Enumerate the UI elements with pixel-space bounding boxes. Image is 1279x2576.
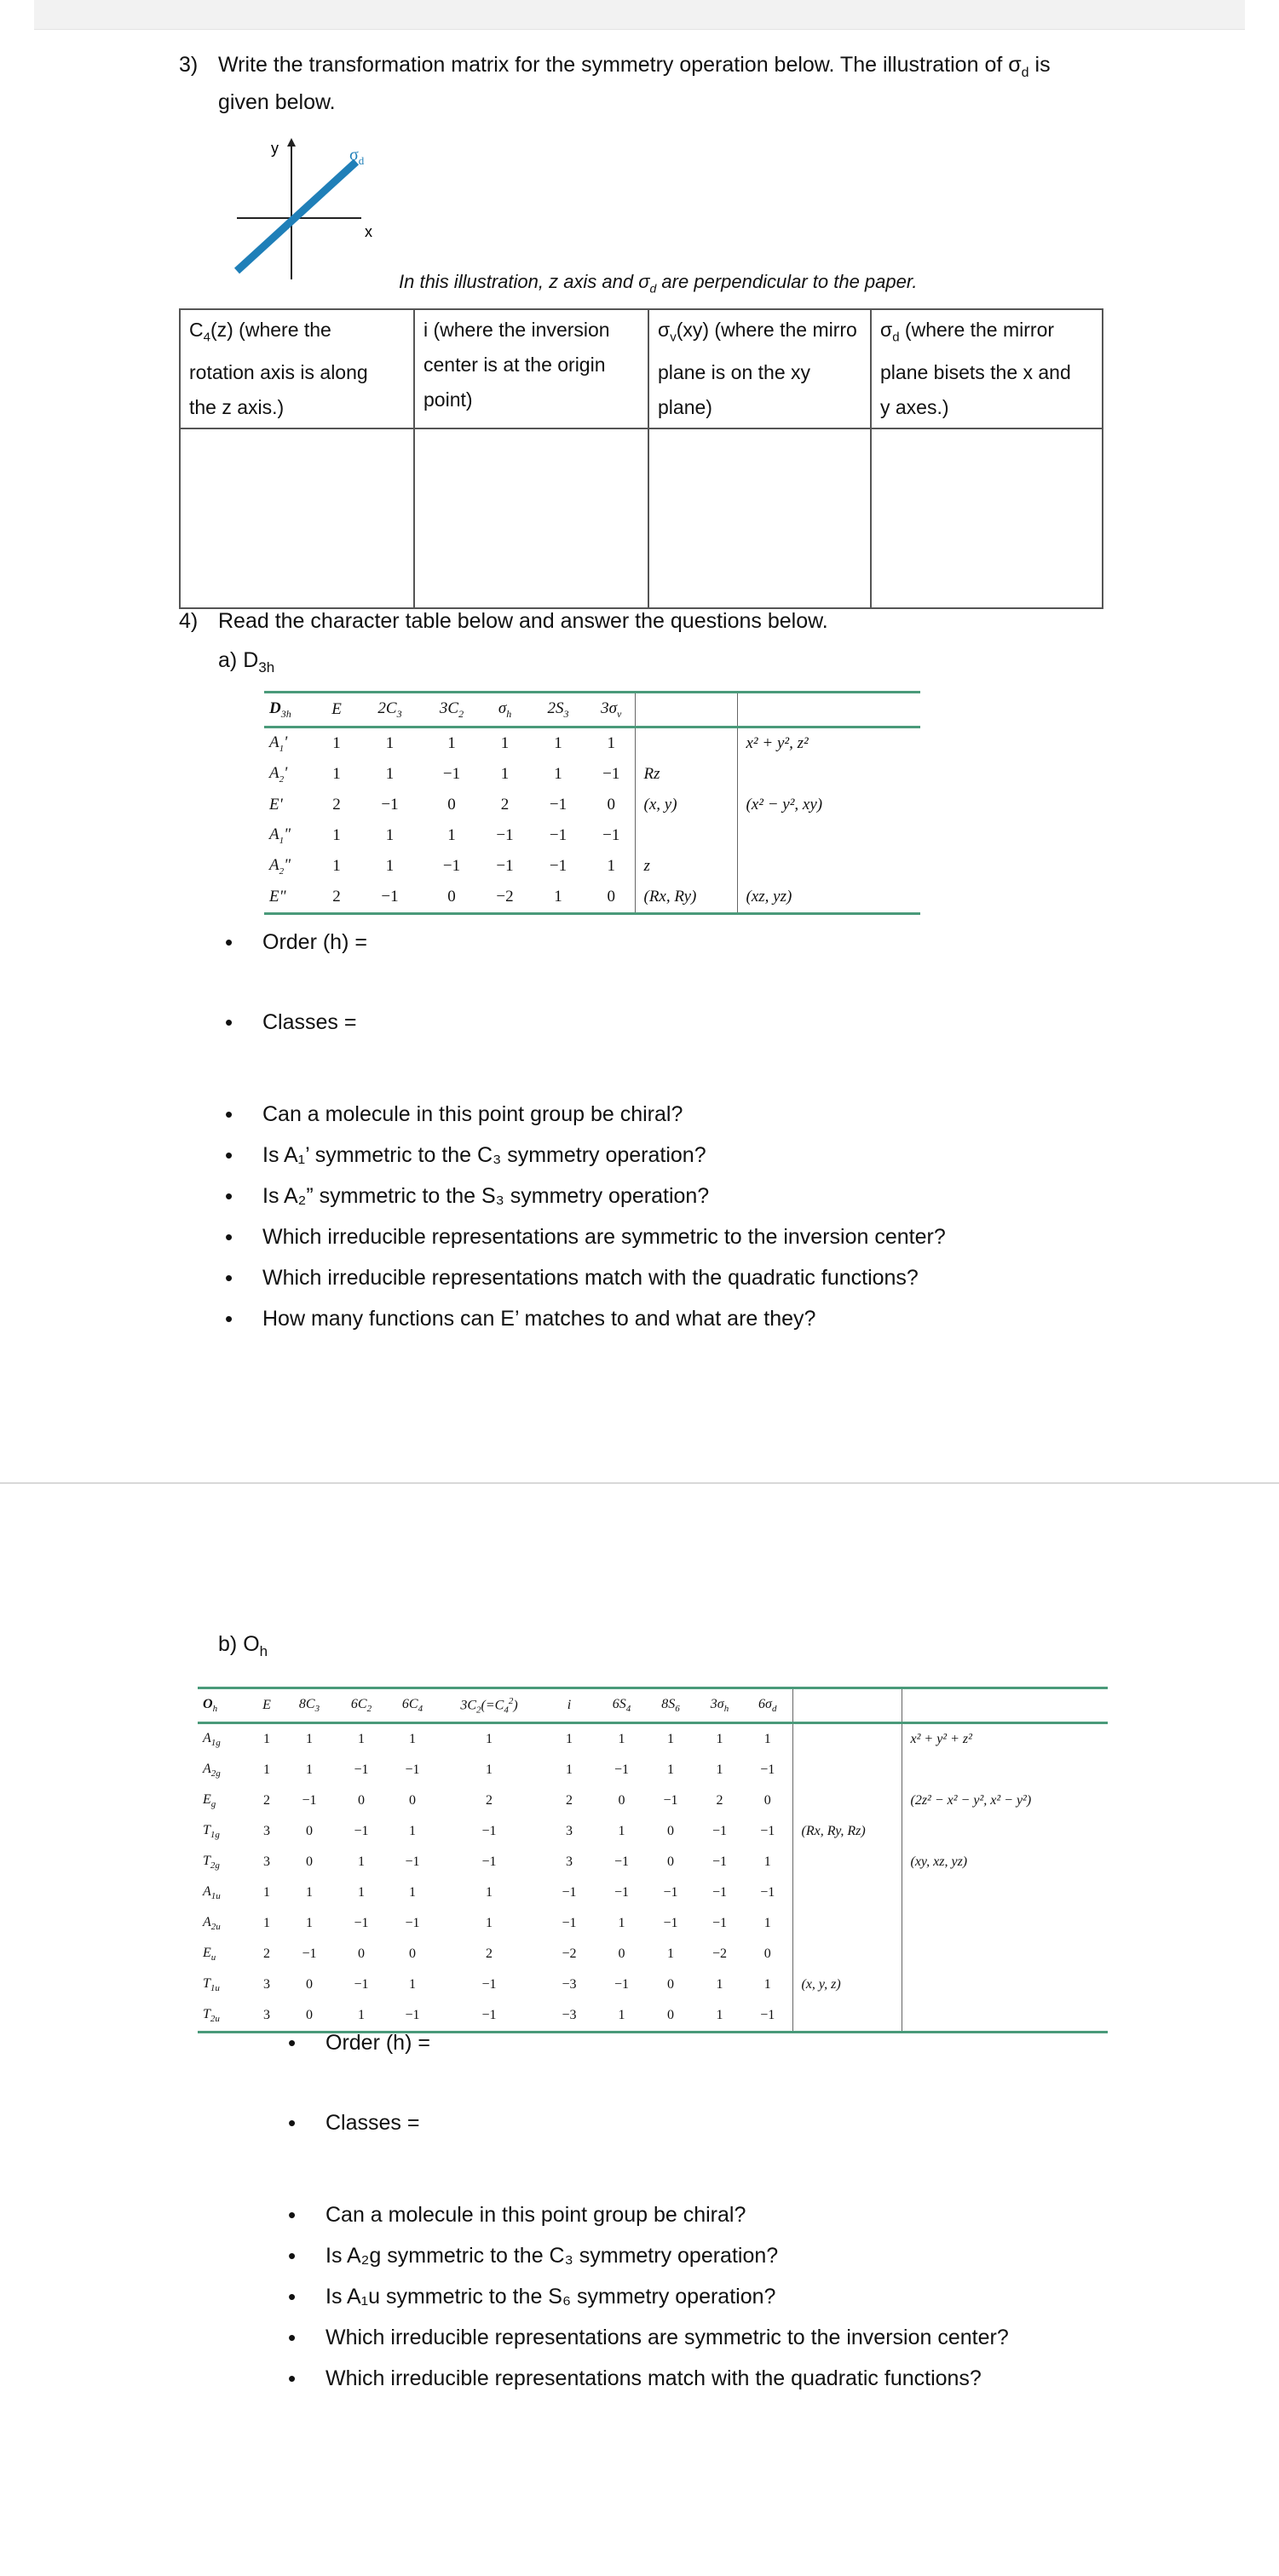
oh-character-value: 1 (409, 1977, 416, 1992)
header-sigma-v: $\sigma_v(xy)$ (where the mirro plane is on the xy plane) (648, 309, 871, 428)
oh-character-value: −1 (562, 1916, 577, 1930)
answer-cell-sigma-v[interactable] (648, 428, 871, 608)
oh-character-value: −1 (760, 1762, 775, 1777)
oh-character-value: −1 (614, 1762, 630, 1777)
d3h-character-value: 1 (500, 765, 510, 783)
q4b-classes: • Classes = (326, 2107, 419, 2138)
oh-character-value: 1 (409, 1885, 416, 1900)
oh-character-value: 3 (263, 1824, 270, 1838)
oh-character-value: 1 (263, 1916, 270, 1930)
oh-col-i: i (540, 1688, 598, 1723)
d3h-row-label: $A_1'$ (269, 733, 288, 754)
q4a-classes: • Classes = (262, 1007, 356, 1038)
oh-character-value: 1 (566, 1732, 573, 1746)
oh-character-value: 1 (263, 1732, 270, 1746)
oh-character-value: 1 (306, 1762, 313, 1777)
d3h-quadratic-function: x² + y², z² (737, 727, 920, 760)
diagram-caption (399, 269, 917, 301)
oh-character-value: −1 (405, 1854, 420, 1869)
d3h-col-3C2: $3C_2$ (422, 693, 481, 727)
d3h-character-value: 1 (447, 826, 456, 844)
oh-col-6sigma-d: $6\sigma_d$ (743, 1688, 792, 1723)
oh-linear-function (792, 1755, 902, 1785)
d3h-linear-function: (x, y) (635, 790, 737, 820)
oh-character-value: 1 (486, 1916, 493, 1930)
header-sigma-d: $\sigma_d$ (where the mirror plane bisets the x and y axes.) (871, 309, 1103, 428)
oh-character-value: 0 (667, 1977, 674, 1992)
oh-character-table (198, 1687, 1108, 2033)
d3h-row-Ep (264, 790, 920, 820)
d3h-character-value: 1 (528, 882, 588, 914)
q4b-question-a2g-c3: • Is A₂g symmetric to the C₃ symmetry operation? (326, 2240, 778, 2271)
oh-row-A1u (198, 1877, 1108, 1908)
oh-linear-function (792, 1847, 902, 1877)
q3-number: 3) (179, 53, 199, 77)
oh-quadratic-function (902, 1877, 1108, 1908)
oh-character-value: −1 (405, 1762, 420, 1777)
oh-character-value: 1 (306, 1732, 313, 1746)
oh-character-value: 1 (618, 1916, 625, 1930)
oh-row-A2g (198, 1755, 1108, 1785)
d3h-character-value: 1 (385, 826, 395, 844)
oh-character-value: −1 (302, 1793, 317, 1808)
oh-row-label: $T_{1g}$ (203, 1822, 220, 1841)
oh-character-value: 1 (486, 1885, 493, 1900)
oh-character-value: −1 (712, 1824, 728, 1838)
oh-character-value: 1 (763, 1732, 771, 1746)
d3h-character-value: 0 (447, 796, 456, 814)
d3h-linear-function: (Rx, Ry) (635, 882, 737, 914)
d3h-character-value: 1 (554, 765, 562, 783)
d3h-character-value: 0 (607, 796, 615, 814)
header-inversion: i (where the inversion center is at the origin point) (414, 309, 648, 428)
oh-character-value: −1 (614, 1854, 630, 1869)
q4a-question-a2-s3: • Is A₂” symmetric to the S₃ symmetry operation? (262, 1181, 709, 1211)
oh-row-label: $A_{2u}$ (203, 1914, 221, 1933)
oh-character-value: 1 (263, 1885, 270, 1900)
oh-linear-function: (x, y, z) (792, 1969, 902, 2000)
x-axis-label: x (365, 223, 372, 240)
d3h-row-label: $A_2'$ (269, 764, 288, 785)
oh-row-A1g (198, 1723, 1108, 1756)
oh-character-value: −1 (562, 1885, 577, 1900)
oh-character-value: −1 (712, 1854, 728, 1869)
oh-col-E: E (251, 1688, 283, 1723)
d3h-character-value: 1 (447, 734, 456, 752)
answer-cell-sigma-d[interactable] (871, 428, 1103, 608)
oh-row-label: $A_{2g}$ (203, 1761, 221, 1780)
oh-linear-function (792, 1785, 902, 1816)
q3-line1-end: is (1028, 53, 1051, 77)
oh-character-value: −1 (712, 1885, 728, 1900)
oh-character-value: −1 (302, 1946, 317, 1961)
oh-quadratic-function (902, 1969, 1108, 2000)
oh-character-value: 1 (667, 1732, 674, 1746)
d3h-character-value: 1 (385, 765, 395, 783)
oh-character-value: 1 (618, 1824, 625, 1838)
oh-table-body (198, 1723, 1108, 2033)
sigma-d-diagram (213, 135, 418, 296)
oh-character-value: 1 (716, 1977, 723, 1992)
oh-quadratic-function: (2z² − x² − y², x² − y²) (902, 1785, 1108, 1816)
d3h-character-value: 1 (607, 857, 615, 875)
oh-quadratic-function (902, 2000, 1108, 2033)
oh-character-value: 2 (716, 1793, 723, 1808)
q4b-question-chiral: • Can a molecule in this point group be chiral? (326, 2199, 746, 2230)
d3h-group-header: $D_{3h}$ (264, 693, 315, 727)
oh-quadratic-function: (xy, xz, yz) (902, 1847, 1108, 1877)
oh-character-value: 3 (263, 1977, 270, 1992)
oh-col-8C3: $8C_3$ (283, 1688, 336, 1723)
d3h-row-label: E' (269, 796, 283, 814)
oh-character-value: −2 (562, 1946, 577, 1961)
d3h-quadratic-function (737, 820, 920, 851)
d3h-row-label: E" (264, 882, 315, 914)
q4b-question-inversion: • Which irreducible representations are symmetric to the inversion center? (326, 2322, 1009, 2353)
oh-group-header: $O_h$ (198, 1688, 251, 1723)
sigma-d-mirror-line (237, 162, 356, 271)
q3-text-line1 (218, 49, 1198, 89)
oh-character-value: −1 (760, 1885, 775, 1900)
oh-quadratic-function: x² + y² + z² (902, 1723, 1108, 1756)
q4a-question-e-prime: • How many functions can E’ matches to and what are they? (262, 1303, 815, 1334)
oh-character-value: 2 (263, 1793, 270, 1808)
d3h-row-A1p (264, 727, 920, 760)
oh-character-value: 2 (263, 1946, 270, 1961)
oh-linear-function (792, 1877, 902, 1908)
d3h-character-value: −1 (602, 765, 620, 783)
d3h-character-value: 1 (385, 734, 395, 752)
oh-row-T1g (198, 1816, 1108, 1847)
oh-character-value: −1 (354, 1916, 369, 1930)
oh-character-value: −1 (712, 1916, 728, 1930)
oh-character-value: 0 (667, 1824, 674, 1838)
oh-character-value: 0 (283, 2000, 336, 2033)
oh-character-value: 0 (306, 1824, 313, 1838)
q4a-label: a) $D_{3h}$ (218, 648, 275, 676)
oh-quadratic-function (902, 1755, 1108, 1785)
oh-linear-function (792, 2000, 902, 2033)
oh-character-value: −1 (481, 1824, 497, 1838)
q3-line1-main: Write the transformation matrix for the symmetry operation below. The illustration of σ (218, 53, 1022, 77)
oh-character-value: 3 (566, 1854, 573, 1869)
oh-row-label: $A_{1g}$ (203, 1730, 221, 1749)
oh-linear-function (792, 1908, 902, 1939)
oh-character-value: 3 (566, 1824, 573, 1838)
oh-character-value: 0 (618, 1946, 625, 1961)
q4-prompt: Read the character table below and answer the questions below. (218, 609, 828, 633)
q4a-order: • Order (h) = (262, 927, 367, 957)
oh-character-value: −1 (663, 1793, 678, 1808)
d3h-quadratic-function (737, 851, 920, 882)
y-axis-arrow (287, 138, 296, 147)
oh-character-value: −1 (760, 1824, 775, 1838)
oh-character-value: 0 (409, 1946, 416, 1961)
oh-character-value: 1 (486, 1732, 493, 1746)
d3h-character-value: 2 (500, 796, 510, 814)
oh-character-value: 2 (566, 1793, 573, 1808)
d3h-character-table (264, 691, 920, 915)
answer-cell-c4[interactable] (180, 428, 414, 608)
oh-character-value: 1 (409, 1732, 416, 1746)
oh-linear-function (792, 1723, 902, 1756)
d3h-character-value: 1 (385, 857, 395, 875)
oh-character-value: −1 (354, 1977, 369, 1992)
oh-col-6C4: $6C_4$ (387, 1688, 438, 1723)
oh-character-value: −1 (481, 1977, 497, 1992)
q4b-question-a1u-s6: • Is A₁u symmetric to the S₆ symmetry operation? (326, 2281, 775, 2312)
oh-character-value: −1 (354, 1762, 369, 1777)
oh-character-value: −1 (614, 1977, 630, 1992)
d3h-character-value: −2 (481, 882, 528, 914)
oh-row-label: $A_{1u}$ (203, 1883, 221, 1902)
oh-character-value: 0 (618, 1793, 625, 1808)
oh-linear-function (792, 1939, 902, 1969)
oh-character-value: −3 (562, 1977, 577, 1992)
oh-character-value: 1 (358, 1885, 365, 1900)
d3h-character-value: 1 (332, 857, 341, 875)
oh-character-value: 1 (618, 1732, 625, 1746)
oh-character-value: 0 (645, 2000, 696, 2033)
oh-character-value: 1 (716, 1762, 723, 1777)
oh-character-value: 1 (409, 1824, 416, 1838)
symmetry-operation-table (179, 308, 1103, 609)
d3h-character-value: 1 (332, 765, 341, 783)
oh-character-value: 0 (358, 1946, 365, 1961)
oh-character-value: −1 (405, 1916, 420, 1930)
oh-character-value: 1 (336, 2000, 387, 2033)
oh-character-value: 1 (306, 1885, 313, 1900)
oh-character-value: 1 (306, 1916, 313, 1930)
oh-character-value: −1 (663, 1885, 678, 1900)
d3h-character-value: 0 (422, 882, 481, 914)
d3h-character-value: 1 (500, 734, 510, 752)
d3h-character-value: −1 (602, 826, 620, 844)
caption-part-a: In this illustration, z axis and σ (399, 271, 650, 292)
oh-character-value: 1 (667, 1762, 674, 1777)
d3h-character-value: 2 (315, 882, 358, 914)
oh-character-value: 3 (263, 1854, 270, 1869)
d3h-quadratic-function: (xz, yz) (737, 882, 920, 914)
oh-row-T2g (198, 1847, 1108, 1877)
d3h-quadratic-function (737, 759, 920, 790)
q3-text-line2: given below. (218, 90, 336, 114)
oh-character-value: −1 (614, 1885, 630, 1900)
top-toolbar-strip (34, 0, 1245, 30)
oh-character-value: 0 (306, 1854, 313, 1869)
oh-character-value: 1 (763, 1977, 771, 1992)
oh-character-value: 1 (763, 1854, 771, 1869)
oh-character-value: 1 (486, 1762, 493, 1777)
oh-row-label: $E_u$ (203, 1945, 216, 1964)
oh-character-value: 1 (358, 1854, 365, 1869)
oh-row-label: $E_g$ (203, 1791, 216, 1810)
oh-row-label: $T_{2g}$ (203, 1853, 220, 1872)
d3h-col-sigma-h: $\sigma_h$ (481, 693, 528, 727)
d3h-character-value: 1 (607, 734, 615, 752)
d3h-character-value: 1 (554, 734, 562, 752)
d3h-character-value: 1 (332, 826, 341, 844)
d3h-row-A2p (264, 759, 920, 790)
caption-part-b: are perpendicular to the paper. (656, 271, 918, 292)
section-divider (0, 1482, 1279, 1484)
oh-linear-function: (Rx, Ry, Rz) (792, 1816, 902, 1847)
oh-quadratic-function (902, 1816, 1108, 1847)
d3h-character-value: 2 (332, 796, 341, 814)
d3h-character-value: −1 (496, 857, 514, 875)
d3h-character-value: −1 (496, 826, 514, 844)
d3h-character-value: −1 (358, 882, 422, 914)
oh-character-value: 0 (409, 1793, 416, 1808)
oh-character-value: 2 (486, 1946, 493, 1961)
d3h-col-2C3: $2C_3$ (358, 693, 422, 727)
oh-character-value: 0 (358, 1793, 365, 1808)
q4b-label: b) $O_h$ (218, 1632, 268, 1659)
oh-character-value: 3 (251, 2000, 283, 2033)
oh-character-value: −3 (540, 2000, 598, 2033)
d3h-character-value: −1 (442, 857, 461, 875)
d3h-character-value: 1 (332, 734, 341, 752)
sigma-d-label: $\sigma_d$ (349, 146, 365, 167)
q4b-question-quadratic: • Which irreducible representations match with the quadratic functions? (326, 2363, 982, 2394)
d3h-character-value: −1 (549, 826, 567, 844)
d3h-row-label: $A_1$" (269, 825, 291, 846)
d3h-character-value: −1 (442, 765, 461, 783)
d3h-linear-function: Rz (635, 759, 737, 790)
oh-character-value: 1 (263, 1762, 270, 1777)
d3h-row-Ep (264, 882, 920, 914)
oh-row-label: $T_{1u}$ (203, 1975, 220, 1994)
d3h-linear-function (635, 727, 737, 760)
q4a-question-quadratic: • Which irreducible representations match with the quadratic functions? (262, 1262, 919, 1293)
oh-col-6S4: $6S_4$ (598, 1688, 645, 1723)
oh-col-8S6: $8S_6$ (645, 1688, 696, 1723)
oh-row-Eu (198, 1939, 1108, 1969)
q4a-question-inversion: • Which irreducible representations are symmetric to the inversion center? (262, 1222, 946, 1252)
oh-character-value: −1 (663, 1916, 678, 1930)
oh-character-value: 1 (598, 2000, 645, 2033)
d3h-table-body (264, 727, 920, 914)
oh-col-3C2-C4sq: $3C_2(=C_4^2)$ (438, 1688, 540, 1723)
header-c4: $C_4(z)$ (where the rotation axis is along the z axis.) (180, 309, 414, 428)
oh-character-value: 1 (696, 2000, 743, 2033)
oh-col-3sigma-h: $3\sigma_h$ (696, 1688, 743, 1723)
oh-character-value: −1 (354, 1824, 369, 1838)
d3h-character-value: −1 (381, 796, 399, 814)
d3h-col-2S3: $2S_3$ (528, 693, 588, 727)
d3h-quadratic-function: (x² − y², xy) (737, 790, 920, 820)
d3h-col-3sigma-v: $3\sigma_v$ (588, 693, 635, 727)
oh-character-value: 0 (667, 1854, 674, 1869)
oh-character-value: 0 (306, 1977, 313, 1992)
oh-quadratic-function (902, 1908, 1108, 1939)
oh-character-value: −1 (743, 2000, 792, 2033)
d3h-row-A2p (264, 851, 920, 882)
d3h-linear-function: z (635, 851, 737, 882)
d3h-row-A1p (264, 820, 920, 851)
d3h-row-label: $A_2$" (269, 856, 291, 877)
oh-row-T1u (198, 1969, 1108, 2000)
d3h-character-value: −1 (549, 796, 567, 814)
oh-row-Eg (198, 1785, 1108, 1816)
oh-character-value: 1 (763, 1916, 771, 1930)
oh-quadratic-function (902, 1939, 1108, 1969)
oh-character-value: 2 (486, 1793, 493, 1808)
d3h-character-value: 0 (588, 882, 635, 914)
q4a-question-a1-c3: • Is A₁’ symmetric to the C₃ symmetry operation? (262, 1140, 706, 1170)
oh-row-label: $T_{2u}$ (198, 2000, 251, 2033)
oh-character-value: 1 (716, 1732, 723, 1746)
d3h-linear-function (635, 820, 737, 851)
oh-character-value: 0 (763, 1793, 771, 1808)
d3h-col-E: E (315, 693, 358, 727)
oh-character-value: 0 (763, 1946, 771, 1961)
oh-character-value: −1 (481, 1854, 497, 1869)
oh-character-value: 1 (358, 1732, 365, 1746)
y-axis-label: y (271, 140, 279, 157)
oh-character-value: −1 (438, 2000, 540, 2033)
q4a-question-chiral: • Can a molecule in this point group be chiral? (262, 1099, 683, 1130)
d3h-character-value: −1 (549, 857, 567, 875)
oh-character-value: 1 (667, 1946, 674, 1961)
q4b-order: • Order (h) = (326, 2027, 430, 2058)
caption-sub: d (649, 281, 657, 296)
q3-line1-sub: d (1021, 66, 1029, 80)
answer-cell-inversion[interactable] (414, 428, 648, 608)
oh-row-A2u (198, 1908, 1108, 1939)
oh-character-value: 1 (566, 1762, 573, 1777)
oh-col-6C2: $6C_2$ (336, 1688, 387, 1723)
oh-character-value: −1 (387, 2000, 438, 2033)
q4-number: 4) (179, 609, 199, 633)
oh-character-value: −2 (712, 1946, 728, 1961)
